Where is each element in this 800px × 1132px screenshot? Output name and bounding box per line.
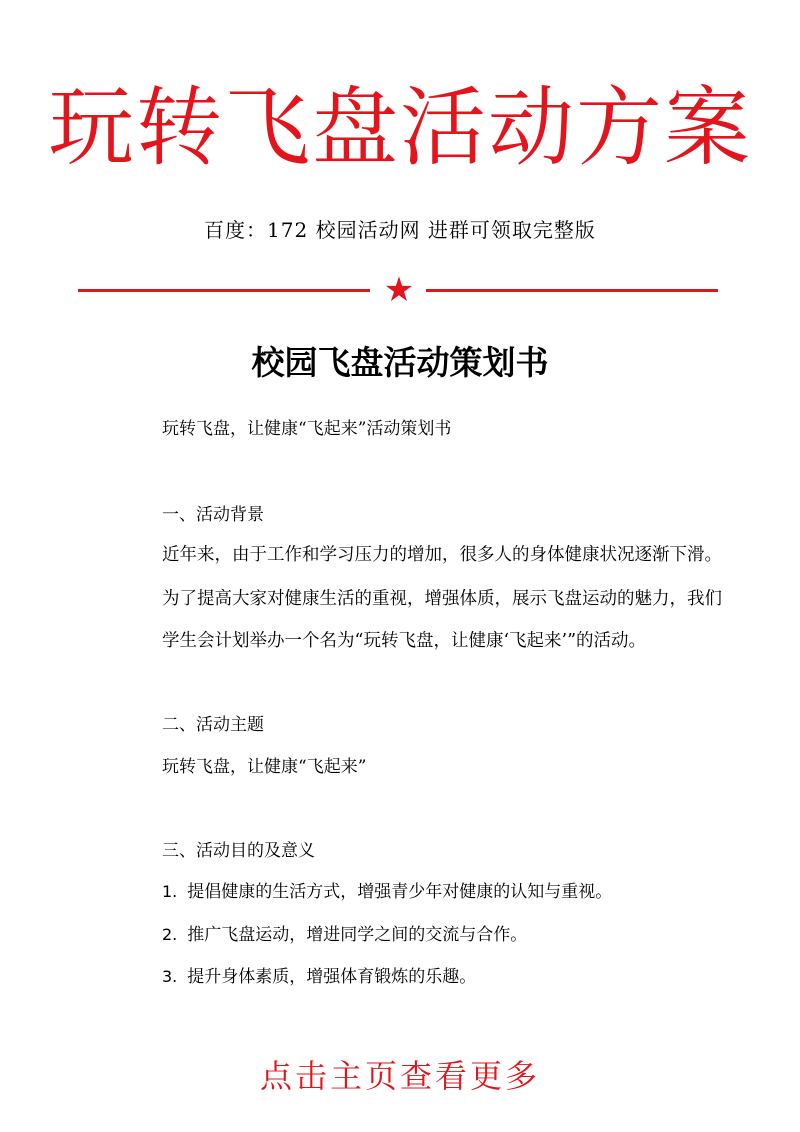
paragraph-line: 近年来，由于工作和学习压力的增加，很多人的身体健康状况逐渐下滑。 [162,545,722,565]
divider [78,270,718,310]
intro-line: 玩转飞盘，让健康“飞起来”活动策划书 [162,419,452,439]
section-heading-background: 一、活动背景 [162,505,264,525]
banner-title: 玩转飞盘活动方案 [48,78,752,178]
star-icon: ★ [383,270,415,310]
document-title: 校园飞盘活动策划书 [251,343,549,382]
list-item-text: 提倡健康的生活方式，增强青少年对健康的认知与重视。 [187,882,613,902]
list-item [162,922,527,948]
list-item-number: 1. [162,882,178,901]
list-item-number: 3. [162,967,178,986]
list-item [162,964,476,990]
list-item-number: 2. [162,925,178,944]
paragraph-line: 为了提高大家对健康生活的重视，增强体质，展示飞盘运动的魅力，我们 [162,589,722,609]
divider-line-right [426,289,718,292]
list-item [162,879,612,905]
banner-subtitle: 百度：172 校园活动网 进群可领取完整版 [204,218,596,242]
list-item-text: 提升身体素质，增强体育锻炼的乐趣。 [187,967,477,987]
divider-line-left [78,289,370,292]
paragraph-line: 学生会计划举办一个名为“玩转飞盘，让健康‘飞起来’”的活动。 [162,631,647,651]
view-more-link[interactable]: 点击主页查看更多 [259,1057,540,1095]
section-heading-purpose: 三、活动目的及意义 [162,841,315,861]
paragraph-line: 玩转飞盘，让健康“飞起来” [162,757,367,777]
section-heading-theme: 二、活动主题 [162,715,264,735]
list-item-text: 推广飞盘运动，增进同学之间的交流与合作。 [187,925,528,945]
